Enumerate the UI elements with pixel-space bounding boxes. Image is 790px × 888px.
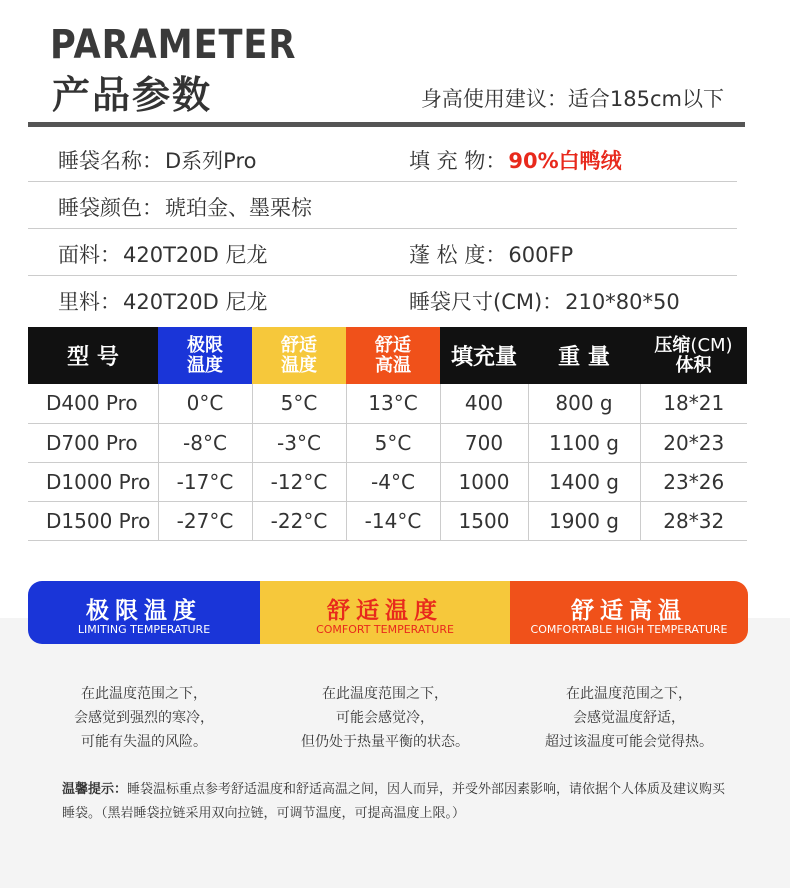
cell-comfort-high: 5°C [346,423,440,462]
cell-comfort: -12°C [252,462,346,501]
cell-model: D1000 Pro [28,462,158,501]
spec-name-label: 睡袋名称：D系列Pro [58,149,257,173]
cell-volume: 20*23 [640,423,747,462]
description-comfort: 在此温度范围之下， 可能会感觉冷， 但仍处于热量平衡的状态。 [301,686,469,750]
cell-volume: 28*32 [640,501,747,540]
header-comfort-temp: 舒适 温度 [252,327,346,384]
cell-comfort-high: 13°C [346,384,440,423]
band-limiting-temperature [28,581,260,644]
cell-comfort: -22°C [252,501,346,540]
description-limit: 在此温度范围之下， 会感觉到强烈的寒冷， 可能有失温的风险。 [74,686,214,750]
spec-color-label: 睡袋颜色：琥珀金、墨栗棕 [58,196,312,220]
header-fill-amount: 填充量 [440,327,528,384]
title-english: PARAMETER [50,22,297,68]
cell-limit: -8°C [158,423,252,462]
cell-model: D1500 Pro [28,501,158,540]
header-comfort-high-temp: 舒适 高温 [346,327,440,384]
band-hcomfort-subtitle: COMFORTABLE HIGH TEMPERATURE [530,623,728,636]
description-comfort-high: 在此温度范围之下， 会感觉温度舒适， 超过该温度可能会觉得热。 [545,686,713,750]
cell-fill: 1000 [440,462,528,501]
table-header-row [28,327,747,384]
band-hcomfort-title: 舒适高温 [571,598,687,624]
band-comfort-temperature [260,581,510,644]
cell-weight: 1900 g [528,501,640,540]
cell-weight: 1400 g [528,462,640,501]
cell-comfort: -3°C [252,423,346,462]
cell-comfort-high: -4°C [346,462,440,501]
cell-fill: 1500 [440,501,528,540]
header-model: 型 号 [28,327,158,384]
tip-label: 温馨提示： [62,782,128,797]
header-weight: 重 量 [528,327,640,384]
band-limit-title: 极限温度 [86,598,202,624]
header-divider [28,122,745,127]
cell-fill: 400 [440,384,528,423]
spec-loft: 蓬 松 度：600FP [409,243,574,267]
band-comfort-subtitle: COMFORT TEMPERATURE [316,623,454,636]
table-row [28,501,747,540]
cell-limit: 0°C [158,384,252,423]
spec-row-name [28,135,737,182]
table-row [28,384,747,423]
band-limit-subtitle: LIMITING TEMPERATURE [77,623,211,636]
cell-fill: 700 [440,423,528,462]
header-limit-temp: 极限 温度 [158,327,252,384]
cell-volume: 18*21 [640,384,747,423]
cell-model: D400 Pro [28,384,158,423]
cell-weight: 1100 g [528,423,640,462]
band-comfort-title: 舒适温度 [327,598,443,624]
table-row [28,423,747,462]
spec-lining-label: 里料：420T20D 尼龙 [58,290,268,314]
height-recommendation: 身高使用建议：适合185cm以下 [420,87,724,111]
cell-limit: -17°C [158,462,252,501]
spec-fabric-label: 面料：420T20D 尼龙 [58,243,268,267]
cell-model: D700 Pro [28,423,158,462]
cell-comfort-high: -14°C [346,501,440,540]
spec-row-fabric [28,229,737,276]
cell-volume: 23*26 [640,462,747,501]
band-comfortable-high-temperature [510,581,748,644]
tip-text: 睡袋温标重点参考舒适温度和舒适高温之间，因人而异，并受外部因素影响，请依据个人体质及建议购买睡袋。（黑岩睡袋拉链采用双向拉链，可调节温度，可提高温度上限。） [62,782,726,821]
table-row [28,462,747,501]
spec-size: 睡袋尺寸(CM)：210*80*50 [409,290,680,314]
spec-fill-material: 填 充 物：90%白鸭绒 [409,149,622,173]
warm-tip [62,778,732,826]
cell-weight: 800 g [528,384,640,423]
cell-comfort: 5°C [252,384,346,423]
spec-row-color [28,182,737,229]
cell-limit: -27°C [158,501,252,540]
title-chinese: 产品参数 [52,73,213,117]
spec-table [28,327,747,541]
header-packed-volume: 压缩(CM) 体积 [640,327,747,384]
spec-row-lining [28,276,737,323]
